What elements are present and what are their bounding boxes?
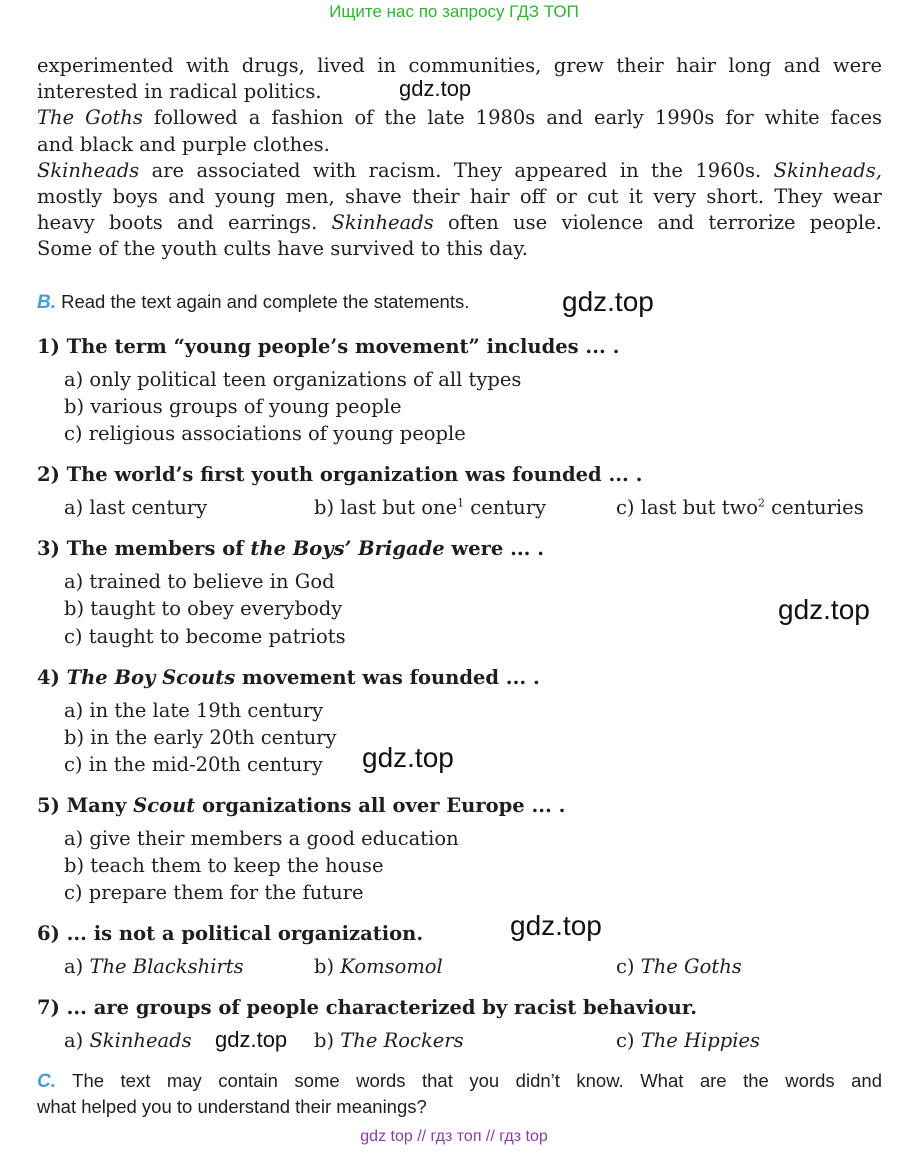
footer-link[interactable]: gdz top // гдз топ // гдз top	[360, 1128, 548, 1145]
option-6c: c) The Goths	[616, 955, 742, 978]
watermark: gdz.top	[510, 910, 602, 941]
option-5b: b) teach them to keep the house	[64, 854, 384, 877]
option-6b: b) Komsomol	[314, 955, 443, 978]
option-2c: c) last but two$^2$ centuries	[616, 496, 864, 519]
intro-line: and black and purple clothes.	[37, 132, 330, 156]
option-1a: a) only political teen organizations of all types	[64, 368, 522, 391]
option-7a: a) Skinheads	[64, 1029, 192, 1052]
question-7: 7) ... are groups of people characterized by racist behaviour.	[37, 996, 698, 1019]
option-4a: a) in the late 19th century	[64, 699, 324, 722]
intro-line: heavy boots and earrings. Skinheads often use violence and terrorize people.	[37, 211, 882, 235]
section-instruction: Read the text again and complete the statements.	[61, 291, 470, 312]
intro-line: interested in radical politics.	[37, 80, 322, 104]
watermark: gdz.top	[215, 1027, 288, 1052]
option-4b: b) in the early 20th century	[64, 726, 337, 749]
option-7b: b) The Rockers	[314, 1029, 464, 1052]
question-1: 1) The term “young people’s movement” includes ... .	[37, 335, 620, 358]
intro-line: The Goths followed a fashion of the late 1980s and early 1990s for white faces	[37, 106, 882, 130]
option-3c: c) taught to become patriots	[64, 625, 346, 648]
intro-line: Skinheads are associated with racism. They appeared in the 1960s. Skinheads,	[37, 158, 882, 182]
question-6: 6) ... is not a political organization.	[37, 922, 424, 945]
question-4: 4) The Boy Scouts movement was founded ... .	[37, 666, 540, 689]
top-banner: Ищите нас по запросу ГДЗ ТОП	[329, 2, 579, 21]
watermark: gdz.top	[778, 594, 870, 625]
option-6a: a) The Blackshirts	[64, 955, 244, 978]
question-5: 5) Many Scout organizations all over Europe ... .	[37, 794, 566, 817]
intro-line: experimented with drugs, lived in communities, grew their hair long and were	[37, 54, 882, 77]
watermark: gdz.top	[562, 286, 654, 317]
option-3b: b) taught to obey everybody	[64, 597, 343, 620]
watermark: gdz.top	[399, 76, 472, 101]
section-c-line: C. The text may contain some words that you didn’t know. What are the words and	[37, 1070, 883, 1092]
option-2a: a) last century	[64, 496, 208, 519]
section-letter: B.	[37, 292, 56, 313]
option-4c: c) in the mid-20th century	[64, 753, 323, 776]
intro-line: Some of the youth cults have survived to this day.	[37, 237, 528, 261]
option-3a: a) trained to believe in God	[64, 570, 335, 593]
option-2b: b) last but one$^1$ century	[314, 496, 547, 519]
section-letter: C.	[37, 1071, 56, 1092]
option-5c: c) prepare them for the future	[64, 881, 364, 904]
option-7c: c) The Hippies	[616, 1029, 761, 1052]
option-5a: a) give their members a good education	[64, 827, 459, 850]
intro-line: mostly boys and young men, shave their hair off or cut it very short. They wear	[37, 185, 882, 209]
question-2: 2) The world’s first youth organization was founded ... .	[37, 463, 643, 486]
section-b-heading	[37, 291, 469, 314]
section-c-line: what helped you to understand their meanings?	[37, 1096, 427, 1117]
option-1b: b) various groups of young people	[64, 395, 402, 418]
section-c	[37, 1068, 882, 1119]
option-1c: c) religious associations of young people	[64, 422, 466, 445]
watermark: gdz.top	[362, 742, 454, 773]
question-3: 3) The members of the Boys’ Brigade were ... .	[37, 537, 545, 560]
